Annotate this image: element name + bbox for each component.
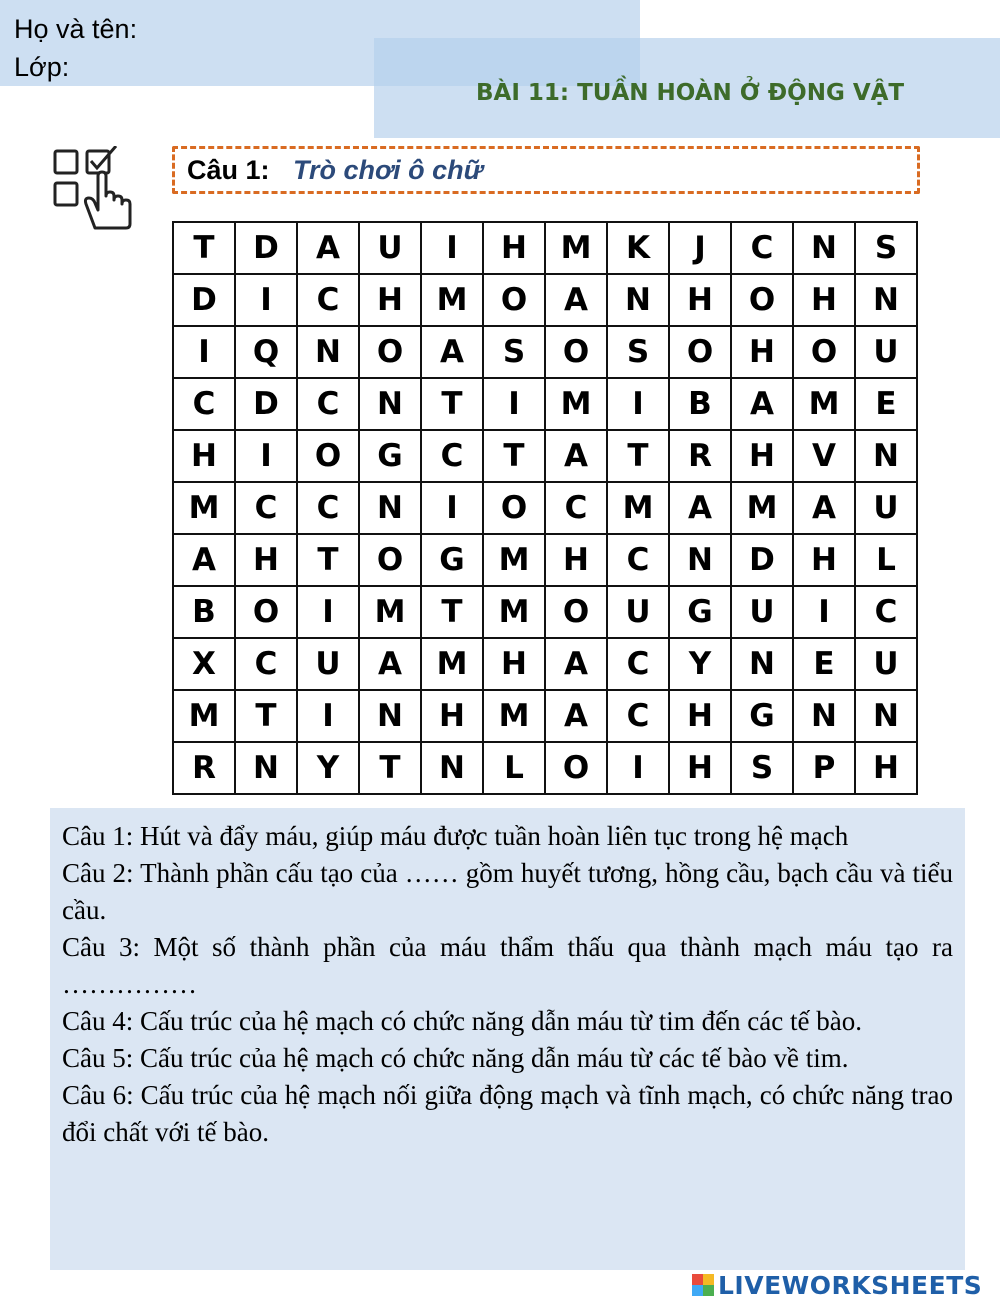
- grid-cell[interactable]: I: [421, 222, 483, 274]
- grid-cell[interactable]: N: [607, 274, 669, 326]
- grid-cell[interactable]: U: [855, 482, 917, 534]
- grid-row: [173, 326, 917, 378]
- grid-cell[interactable]: U: [855, 326, 917, 378]
- question-title: Trò chơi ô chữ: [293, 155, 483, 185]
- grid-cell[interactable]: H: [669, 690, 731, 742]
- grid-cell[interactable]: T: [297, 534, 359, 586]
- grid-cell[interactable]: A: [173, 534, 235, 586]
- grid-cell[interactable]: C: [607, 690, 669, 742]
- clue-item: Câu 5: Cấu trúc của hệ mạch có chức năng dẫn máu từ các tế bào về tim.: [62, 1043, 849, 1073]
- grid-cell[interactable]: A: [545, 430, 607, 482]
- grid-cell[interactable]: N: [235, 742, 297, 794]
- grid-cell[interactable]: E: [793, 638, 855, 690]
- clue-item: Câu 2: Thành phần cấu tạo của …… gồm huyết tương, hồng cầu, bạch cầu và tiểu cầu.: [62, 858, 953, 925]
- grid-cell[interactable]: M: [173, 482, 235, 534]
- clues-panel: [50, 808, 965, 1270]
- grid-cell[interactable]: S: [607, 326, 669, 378]
- grid-cell[interactable]: N: [297, 326, 359, 378]
- clue-item: Câu 4: Cấu trúc của hệ mạch có chức năng dẫn máu từ tim đến các tế bào.: [62, 1006, 862, 1036]
- grid-cell[interactable]: A: [545, 274, 607, 326]
- question-number: Câu 1:: [187, 155, 270, 185]
- grid-cell[interactable]: C: [421, 430, 483, 482]
- grid-cell[interactable]: C: [235, 482, 297, 534]
- grid-row: [173, 274, 917, 326]
- grid-cell[interactable]: X: [173, 638, 235, 690]
- clue-item: Câu 3: Một số thành phần của máu thẩm thấu qua thành mạch máu tạo ra ……………: [62, 932, 953, 999]
- grid-cell[interactable]: Y: [297, 742, 359, 794]
- grid-cell[interactable]: M: [421, 274, 483, 326]
- grid-cell[interactable]: U: [359, 222, 421, 274]
- grid-cell[interactable]: I: [607, 742, 669, 794]
- grid-cell[interactable]: B: [669, 378, 731, 430]
- grid-cell[interactable]: S: [483, 326, 545, 378]
- grid-cell[interactable]: I: [421, 482, 483, 534]
- grid-cell[interactable]: H: [483, 638, 545, 690]
- grid-cell[interactable]: M: [173, 690, 235, 742]
- grid-cell[interactable]: A: [793, 482, 855, 534]
- grid-cell[interactable]: U: [297, 638, 359, 690]
- name-label: Họ và tên:: [14, 14, 138, 44]
- grid-cell[interactable]: I: [297, 690, 359, 742]
- grid-cell[interactable]: H: [235, 534, 297, 586]
- grid-cell[interactable]: H: [669, 274, 731, 326]
- grid-row: [173, 430, 917, 482]
- grid-cell[interactable]: T: [359, 742, 421, 794]
- grid-cell[interactable]: H: [731, 326, 793, 378]
- grid-cell[interactable]: M: [483, 534, 545, 586]
- grid-row: [173, 586, 917, 638]
- grid-cell[interactable]: C: [297, 274, 359, 326]
- grid-cell[interactable]: C: [297, 482, 359, 534]
- grid-row: [173, 378, 917, 430]
- grid-cell[interactable]: R: [669, 430, 731, 482]
- grid-cell[interactable]: T: [421, 378, 483, 430]
- grid-cell[interactable]: H: [669, 742, 731, 794]
- grid-cell[interactable]: A: [731, 378, 793, 430]
- grid-cell[interactable]: O: [483, 482, 545, 534]
- grid-cell[interactable]: N: [855, 690, 917, 742]
- grid-cell[interactable]: I: [483, 378, 545, 430]
- grid-cell[interactable]: H: [731, 430, 793, 482]
- grid-cell[interactable]: N: [421, 742, 483, 794]
- grid-cell[interactable]: C: [607, 534, 669, 586]
- grid-cell[interactable]: C: [173, 378, 235, 430]
- grid-cell[interactable]: H: [421, 690, 483, 742]
- grid-cell[interactable]: O: [731, 274, 793, 326]
- grid-cell[interactable]: H: [793, 274, 855, 326]
- grid-cell[interactable]: C: [607, 638, 669, 690]
- brand-text: LIVEWORKSHEETS: [718, 1270, 983, 1300]
- grid-cell[interactable]: H: [483, 222, 545, 274]
- grid-cell[interactable]: O: [793, 326, 855, 378]
- grid-cell[interactable]: J: [669, 222, 731, 274]
- grid-cell[interactable]: O: [483, 274, 545, 326]
- checklist-touch-icon: [50, 146, 140, 234]
- grid-cell[interactable]: H: [855, 742, 917, 794]
- grid-cell[interactable]: N: [359, 690, 421, 742]
- grid-row: [173, 690, 917, 742]
- grid-cell[interactable]: T: [483, 430, 545, 482]
- grid-cell[interactable]: H: [359, 274, 421, 326]
- grid-cell[interactable]: Q: [235, 326, 297, 378]
- grid-cell[interactable]: M: [793, 378, 855, 430]
- grid-cell[interactable]: U: [731, 586, 793, 638]
- class-label: Lớp:: [14, 52, 70, 82]
- grid-cell[interactable]: I: [297, 586, 359, 638]
- grid-cell[interactable]: I: [235, 274, 297, 326]
- grid-cell[interactable]: A: [297, 222, 359, 274]
- grid-cell[interactable]: O: [545, 742, 607, 794]
- liveworksheets-brand: [692, 1268, 982, 1302]
- grid-row: [173, 638, 917, 690]
- grid-cell[interactable]: N: [731, 638, 793, 690]
- grid-cell[interactable]: O: [545, 586, 607, 638]
- logo-square: [692, 1274, 703, 1285]
- grid-cell[interactable]: N: [793, 222, 855, 274]
- grid-cell[interactable]: I: [173, 326, 235, 378]
- grid-cell[interactable]: L: [855, 534, 917, 586]
- grid-cell[interactable]: N: [359, 378, 421, 430]
- grid-cell[interactable]: C: [297, 378, 359, 430]
- grid-cell[interactable]: N: [855, 274, 917, 326]
- grid-cell[interactable]: C: [855, 586, 917, 638]
- grid-cell[interactable]: T: [235, 690, 297, 742]
- grid-cell[interactable]: O: [669, 326, 731, 378]
- grid-cell[interactable]: N: [669, 534, 731, 586]
- clue-item: Câu 1: Hút và đẩy máu, giúp máu được tuần hoàn liên tục trong hệ mạch: [62, 821, 849, 851]
- grid-cell[interactable]: H: [793, 534, 855, 586]
- liveworksheets-logo-icon: [692, 1274, 714, 1296]
- question-box: [172, 146, 920, 194]
- grid-cell[interactable]: T: [421, 586, 483, 638]
- word-search-grid: [172, 221, 918, 795]
- grid-cell[interactable]: T: [607, 430, 669, 482]
- grid-cell[interactable]: O: [359, 534, 421, 586]
- grid-cell[interactable]: I: [235, 430, 297, 482]
- grid-cell[interactable]: M: [359, 586, 421, 638]
- grid-cell[interactable]: G: [731, 690, 793, 742]
- grid-cell[interactable]: A: [545, 638, 607, 690]
- grid-cell[interactable]: K: [607, 222, 669, 274]
- grid-cell[interactable]: H: [173, 430, 235, 482]
- grid-cell[interactable]: H: [545, 534, 607, 586]
- grid-cell[interactable]: N: [793, 690, 855, 742]
- grid-cell[interactable]: A: [545, 690, 607, 742]
- grid-row: [173, 534, 917, 586]
- grid-cell[interactable]: O: [235, 586, 297, 638]
- grid-cell[interactable]: O: [297, 430, 359, 482]
- grid-cell[interactable]: V: [793, 430, 855, 482]
- grid-cell[interactable]: S: [731, 742, 793, 794]
- grid-cell[interactable]: Y: [669, 638, 731, 690]
- logo-square: [692, 1285, 703, 1296]
- grid-cell[interactable]: D: [235, 378, 297, 430]
- grid-cell[interactable]: E: [855, 378, 917, 430]
- header-overlap: [374, 38, 640, 86]
- grid-cell[interactable]: M: [607, 482, 669, 534]
- grid-cell[interactable]: N: [855, 430, 917, 482]
- grid-cell[interactable]: A: [669, 482, 731, 534]
- grid-cell[interactable]: C: [545, 482, 607, 534]
- grid-cell[interactable]: I: [793, 586, 855, 638]
- grid-cell[interactable]: C: [731, 222, 793, 274]
- grid-cell[interactable]: L: [483, 742, 545, 794]
- grid-cell[interactable]: G: [421, 534, 483, 586]
- grid-cell[interactable]: M: [545, 378, 607, 430]
- grid-cell[interactable]: A: [359, 638, 421, 690]
- grid-cell[interactable]: C: [235, 638, 297, 690]
- grid-cell[interactable]: G: [669, 586, 731, 638]
- grid-cell[interactable]: M: [421, 638, 483, 690]
- grid-cell[interactable]: U: [607, 586, 669, 638]
- grid-row: [173, 222, 917, 274]
- grid-cell[interactable]: B: [173, 586, 235, 638]
- grid-row: [173, 482, 917, 534]
- grid-cell[interactable]: O: [359, 326, 421, 378]
- grid-cell[interactable]: I: [607, 378, 669, 430]
- logo-square: [703, 1285, 714, 1296]
- grid-cell[interactable]: R: [173, 742, 235, 794]
- grid-cell[interactable]: A: [421, 326, 483, 378]
- grid-cell[interactable]: G: [359, 430, 421, 482]
- grid-cell[interactable]: D: [731, 534, 793, 586]
- grid-cell[interactable]: D: [173, 274, 235, 326]
- grid-cell[interactable]: U: [855, 638, 917, 690]
- grid-cell[interactable]: S: [855, 222, 917, 274]
- logo-square: [703, 1274, 714, 1285]
- grid-cell[interactable]: M: [731, 482, 793, 534]
- grid-cell[interactable]: T: [173, 222, 235, 274]
- grid-cell[interactable]: M: [545, 222, 607, 274]
- grid-row: [173, 742, 917, 794]
- lesson-title: BÀI 11: TUẦN HOÀN Ở ĐỘNG VẬT: [476, 80, 905, 106]
- clue-item: Câu 6: Cấu trúc của hệ mạch nối giữa động mạch và tĩnh mạch, có chức năng trao đổi chất với tế bào.: [62, 1080, 953, 1147]
- grid-cell[interactable]: N: [359, 482, 421, 534]
- grid-cell[interactable]: P: [793, 742, 855, 794]
- grid-cell[interactable]: D: [235, 222, 297, 274]
- grid-cell[interactable]: O: [545, 326, 607, 378]
- grid-cell[interactable]: M: [483, 586, 545, 638]
- grid-cell[interactable]: M: [483, 690, 545, 742]
